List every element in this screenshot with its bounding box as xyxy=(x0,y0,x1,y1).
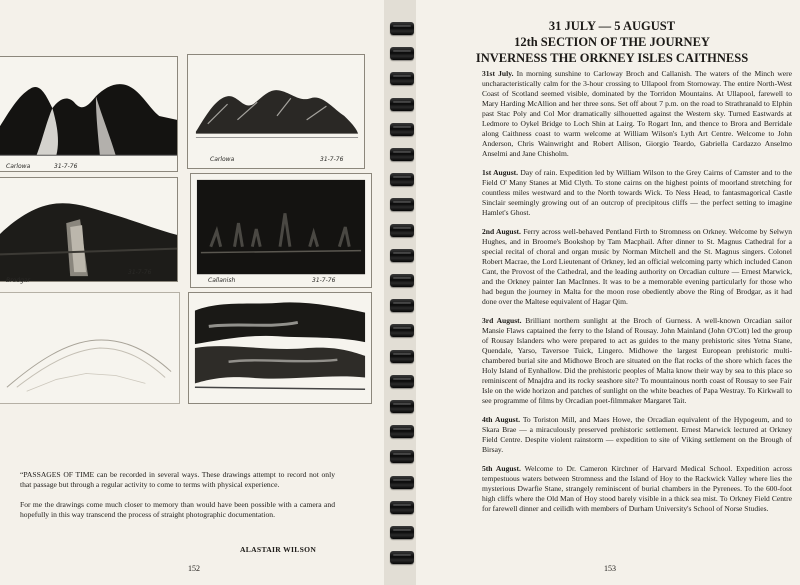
book-gutter xyxy=(384,0,416,585)
statement-paragraph: “PASSAGES OF TIME can be recorded in several ways. These drawings attempt to record not only that passage but through a regular activity to come to terms with physical experience. xyxy=(20,470,335,490)
spiral-ring xyxy=(390,400,414,413)
section-heading-places: INVERNESS THE ORKNEY ISLES CAITHNESS xyxy=(475,51,749,65)
journal-entry xyxy=(482,316,792,406)
statement-paragraph: For me the drawings come much closer to memory than would have been possible with a camera and hopefully in this way transcend the process of straight photographic documentation. xyxy=(20,499,335,519)
spiral-ring xyxy=(390,173,414,186)
journal-entry xyxy=(482,464,792,514)
spiral-ring xyxy=(390,299,414,312)
spiral-ring xyxy=(390,98,414,111)
entry-text: Welcome to Dr. Cameron Kirchner of Harvard Medical School. Expedition across tempestuous waters between Stromness and the Island of Hoy to the Rackwick Valley where lies the mysterious Dwarfie Stane, strangely reminiscent of burial chambers in the Pyrenees. To the 600-foot high cliffs where the Old Man of Hoy stood barely visible in a thick sea mist. To Orkney Field Centre for farewell dinner and ceilidh with members of Durham University's School of Norse Studies. xyxy=(482,463,792,513)
entry-date: 4th August. xyxy=(482,414,520,424)
entry-text: To Toriston Mill, and Maes Howe, the Orcadian equivalent of the Hypogeum, and to Skara Brae — a miraculously preserved prehistoric settlement. Ernest Marwick lectured at Orkney Field Centre. Despite violent rainstorm — expedition to site of Viking settlement on the Brough of Birsay. xyxy=(482,414,792,454)
section-heading-dates: 31 JULY — 5 AUGUST xyxy=(548,19,676,33)
spiral-ring xyxy=(390,450,414,463)
journal-entry xyxy=(482,227,792,307)
spiral-ring xyxy=(390,148,414,161)
spiral-ring xyxy=(390,551,414,564)
spiral-ring xyxy=(390,324,414,337)
spiral-ring xyxy=(390,123,414,136)
spiral-ring xyxy=(390,425,414,438)
journey-entries xyxy=(482,69,792,522)
spiral-ring xyxy=(390,72,414,85)
page-number-right: 153 xyxy=(604,564,616,573)
journal-entry xyxy=(482,415,792,455)
drawing-date: 31-7-76 xyxy=(312,277,336,284)
entry-date: 3rd August. xyxy=(482,315,522,325)
drawing-faint-hill xyxy=(0,292,180,404)
spiral-ring xyxy=(390,375,414,388)
spiral-ring xyxy=(390,47,414,60)
drawing-date: 31-7-76 xyxy=(128,269,152,276)
journal-entry xyxy=(482,69,792,159)
spiral-ring xyxy=(390,526,414,539)
drawing-carlowa-1 xyxy=(0,56,178,172)
journal-entry xyxy=(482,168,792,218)
entry-text: Day of rain. Expedition led by William Wilson to the Grey Cairns of Camster and to the Field O' Many Stanes at Mid Clyth. To stone cairns on the highest points of moorland stretching for countless miles westward and to the North towards Wick. To Ness Head, to fantasmagorical Castle Sinclair seemingly growing out of an outcrop of precipitous cliffs — the perfect setting to imagine Hamlet's Ghost. xyxy=(482,168,793,218)
spiral-ring xyxy=(390,350,414,363)
drawing-brodgar xyxy=(0,177,178,282)
left-page xyxy=(0,0,384,585)
entry-date: 2nd August. xyxy=(482,226,521,236)
author-signature: ALASTAIR WILSON xyxy=(240,545,317,554)
spiral-ring xyxy=(390,249,414,262)
drawing-dark-landscape xyxy=(188,292,372,404)
spiral-ring xyxy=(390,22,414,35)
entry-text: In morning sunshine to Carloway Broch and Callanish. The waters of the Minch were uncharacteristically calm for the 3-hour crossing to Ullapool from Stornoway. The entire North-West Coast of Scotland seemed visible, dominated by the Torridon Mountains. At Ullapool, farewell to Mary Harding McAllion and her three sons. Set off about 7 p.m. on the road to Strathranald to Elphin past Stac Poly and Col Mor dramatically silhouetted against the Western sky. Turned Eastwards at Ledmore to Oykel Bridge to Loch Shin at Lairg. To Rogart Inn, and thence to Brora and Berridale along Caithness coast to warm welcome at William Wilson's Lyth Art Centre. Welcome to John Anderson, Chris Wainwright and Robert Allison, Giorgio Teardo, Gabriella Cardazzo Anselmo Anselmi and Jane Chisholm. xyxy=(482,69,792,159)
drawing-caption: Carlowa xyxy=(6,163,31,170)
spiral-ring xyxy=(390,198,414,211)
drawing-caption: Brodgar xyxy=(6,277,31,284)
entry-text: Brilliant northern sunlight at the Broch of Gurness. A well-known Orcadian sailor Mansie Flaws captained the ferry to the Island of Rousay. John Mainland (John O'Cott) led the group of Rousay Islanders who were prepared to act as guides to the many prehistoric sites Yetna Stane, Quendale, Yarso, Taversoe Tuick, Lingero. Midhowe the largest European prehistoric multi-chambered burial site and Midhowe Broch are situated on the flat rocks of the shore which faces the Holy Island of Eynhallow. Did the prehistoric peoples of Malta know their way by sea to this place so reminiscent of Mnajdra and its rocky seashore site? To mountainous north coast of Rousay to see Fair Isle on the wide horizon and patches of sunlight on the white beaches of Papa Westray. To Kirkwall to see programme of films by Orcadian poet-filmmaker Margaret Tait. xyxy=(482,315,793,406)
drawing-caption: Callanish xyxy=(208,277,236,284)
entry-text: Ferry across well-behaved Pentland Firth to Stromness on Orkney. Welcome by Selwyn Hughes, and in Broome's Bookshop by Tam Macphail. After dinner to St. Magnus Cathedral for a special recital of choral and organ music by Norman Mitchell and the St. Magnus singers. Colonel Robert Macrae, the Lord Lieutenant of Orkney, led an official welcoming party which included Canon Cant, the Provost of the Cathedral, and the leading authority on Orcadian culture — Ernest Marwick, and the Orkney painter Ian MacInnes. It was to be a memorable evening particularly for those who had begun the journey in Malta for the moon rose obediently above the Ring of Brodgar, as it had done over the Maltese equivalent of Hagar Qim. xyxy=(482,226,793,307)
drawing-caption: Carlowa xyxy=(210,156,235,163)
entry-date: 1st August. xyxy=(482,168,519,178)
page-number-left: 152 xyxy=(188,564,200,573)
spiral-ring xyxy=(390,274,414,287)
drawing-callanish xyxy=(190,173,372,288)
spiral-ring xyxy=(390,476,414,489)
drawing-carlowa-2 xyxy=(187,54,365,169)
section-heading-title: 12th SECTION OF THE JOURNEY xyxy=(514,35,710,49)
drawing-date: 31-7-76 xyxy=(320,156,344,163)
entry-date: 31st July. xyxy=(482,69,514,78)
entry-date: 5th August. xyxy=(482,463,521,473)
spiral-ring xyxy=(390,501,414,514)
spiral-ring xyxy=(390,224,414,237)
drawing-date: 31-7-76 xyxy=(54,163,78,170)
drawings-statement xyxy=(20,470,335,529)
